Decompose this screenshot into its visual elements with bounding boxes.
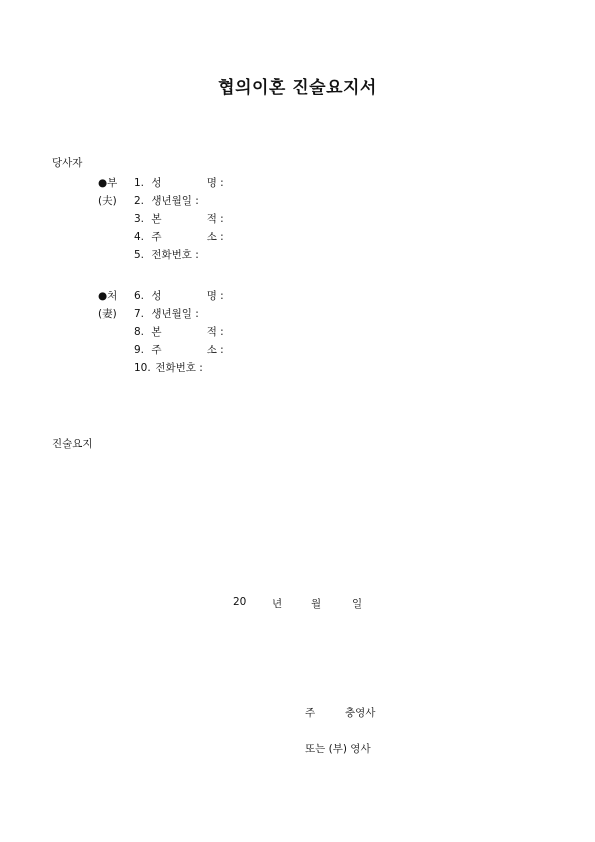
date-line bbox=[0, 596, 595, 612]
field-label: 전화번호 : bbox=[151, 249, 199, 261]
field-number: 1. bbox=[134, 177, 145, 189]
signature-consul-general: 충영사 bbox=[345, 707, 376, 719]
date-day: 일 bbox=[352, 598, 363, 610]
parties-label: 당사자 bbox=[52, 157, 83, 169]
field-label: 소 : bbox=[206, 231, 224, 243]
wife-origin-row bbox=[134, 324, 224, 339]
field-label: 적 : bbox=[206, 213, 224, 225]
wife-hanja: (妻) bbox=[98, 308, 117, 320]
field-number: 5. bbox=[134, 249, 145, 261]
field-label: 명 : bbox=[206, 177, 224, 189]
field-number: 3. bbox=[134, 213, 145, 225]
field-number: 2. bbox=[134, 195, 145, 207]
wife-address-row bbox=[134, 342, 224, 357]
field-number: 7. bbox=[134, 308, 145, 320]
wife-birthdate-row bbox=[134, 306, 199, 321]
field-number: 10. bbox=[134, 362, 151, 374]
field-label: 본 bbox=[151, 213, 162, 225]
date-year: 년 bbox=[272, 598, 283, 610]
husband-origin-row bbox=[134, 211, 224, 226]
field-label: 전화번호 : bbox=[155, 362, 203, 374]
date-month: 월 bbox=[311, 598, 322, 610]
field-number: 8. bbox=[134, 326, 145, 338]
field-label: 소 : bbox=[206, 344, 224, 356]
statement-label: 진술요지 bbox=[52, 438, 93, 450]
field-label: 생년월일 : bbox=[151, 308, 199, 320]
field-label: 본 bbox=[151, 326, 162, 338]
date-year-prefix: 20 bbox=[233, 596, 247, 608]
husband-name-row bbox=[134, 175, 224, 190]
signature-consul-prefix: 주 bbox=[305, 707, 316, 719]
husband-phone-row bbox=[134, 247, 199, 262]
husband-mark: ●부 bbox=[98, 177, 118, 189]
husband-hanja: (夫) bbox=[98, 195, 117, 207]
field-number: 4. bbox=[134, 231, 145, 243]
wife-phone-row bbox=[134, 360, 203, 375]
field-label: 주 bbox=[151, 344, 162, 356]
husband-address-row bbox=[134, 229, 224, 244]
field-label: 명 : bbox=[206, 290, 224, 302]
field-label: 주 bbox=[151, 231, 162, 243]
document-title: 협의이혼 진술요지서 bbox=[218, 78, 377, 98]
field-number: 9. bbox=[134, 344, 145, 356]
field-label: 적 : bbox=[206, 326, 224, 338]
wife-mark: ●처 bbox=[98, 290, 118, 302]
wife-name-row bbox=[134, 288, 224, 303]
signature-or-consul: 또는 (부) 영사 bbox=[305, 743, 371, 755]
field-number: 6. bbox=[134, 290, 145, 302]
field-label: 생년월일 : bbox=[151, 195, 199, 207]
husband-birthdate-row bbox=[134, 193, 199, 208]
field-label: 성 bbox=[151, 177, 162, 189]
field-label: 성 bbox=[151, 290, 162, 302]
